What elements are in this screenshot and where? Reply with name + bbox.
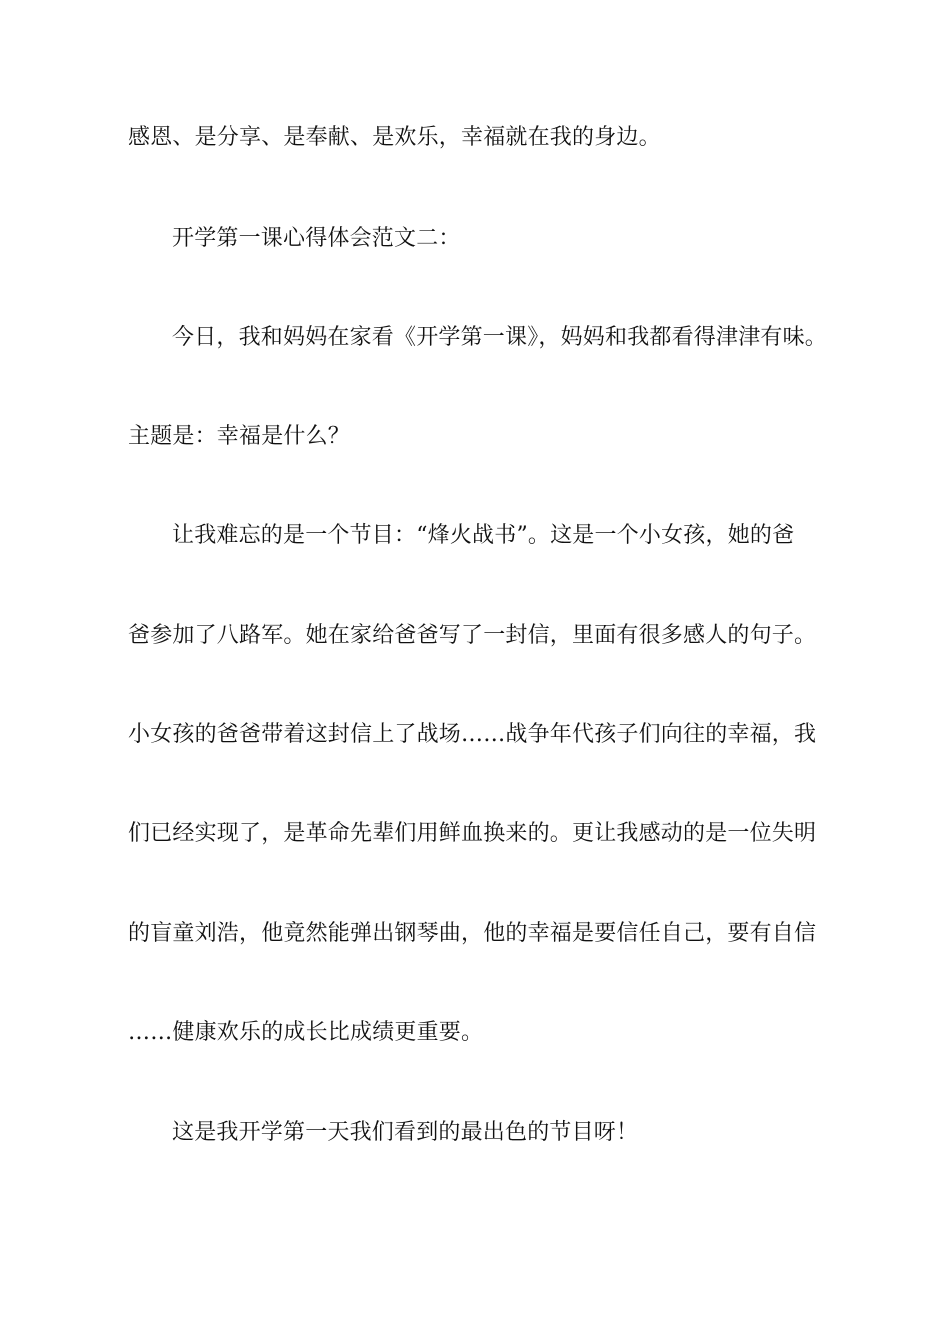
text-line-3: 主题是：幸福是什么？ bbox=[128, 424, 351, 449]
text-line-10: 这是我开学第一天我们看到的最出色的节目呀！ bbox=[172, 1120, 639, 1145]
text-line-5: 爸参加了八路军。她在家给爸爸写了一封信，里面有很多感人的句子。 bbox=[128, 623, 817, 648]
text-line-9: ……健康欢乐的成长比成绩更重要。 bbox=[128, 1020, 484, 1045]
text-line-8: 的盲童刘浩，他竟然能弹出钢琴曲，他的幸福是要信任自己，要有自信 bbox=[128, 921, 817, 946]
section-heading: 开学第一课心得体会范文二： bbox=[172, 226, 461, 251]
text-line-2: 今日，我和妈妈在家看《开学第一课》，妈妈和我都看得津津有味。 bbox=[172, 325, 828, 350]
text-line-4: 让我难忘的是一个节目：“烽火战书”。这是一个小女孩，她的爸 bbox=[172, 523, 795, 548]
text-line-1: 感恩、是分享、是奉献、是欢乐，幸福就在我的身边。 bbox=[128, 125, 661, 150]
text-line-6: 小女孩的爸爸带着这封信上了战场……战争年代孩子们向往的幸福，我 bbox=[128, 722, 817, 747]
text-line-7: 们已经实现了，是革命先辈们用鲜血换来的。更让我感动的是一位失明 bbox=[128, 821, 817, 846]
